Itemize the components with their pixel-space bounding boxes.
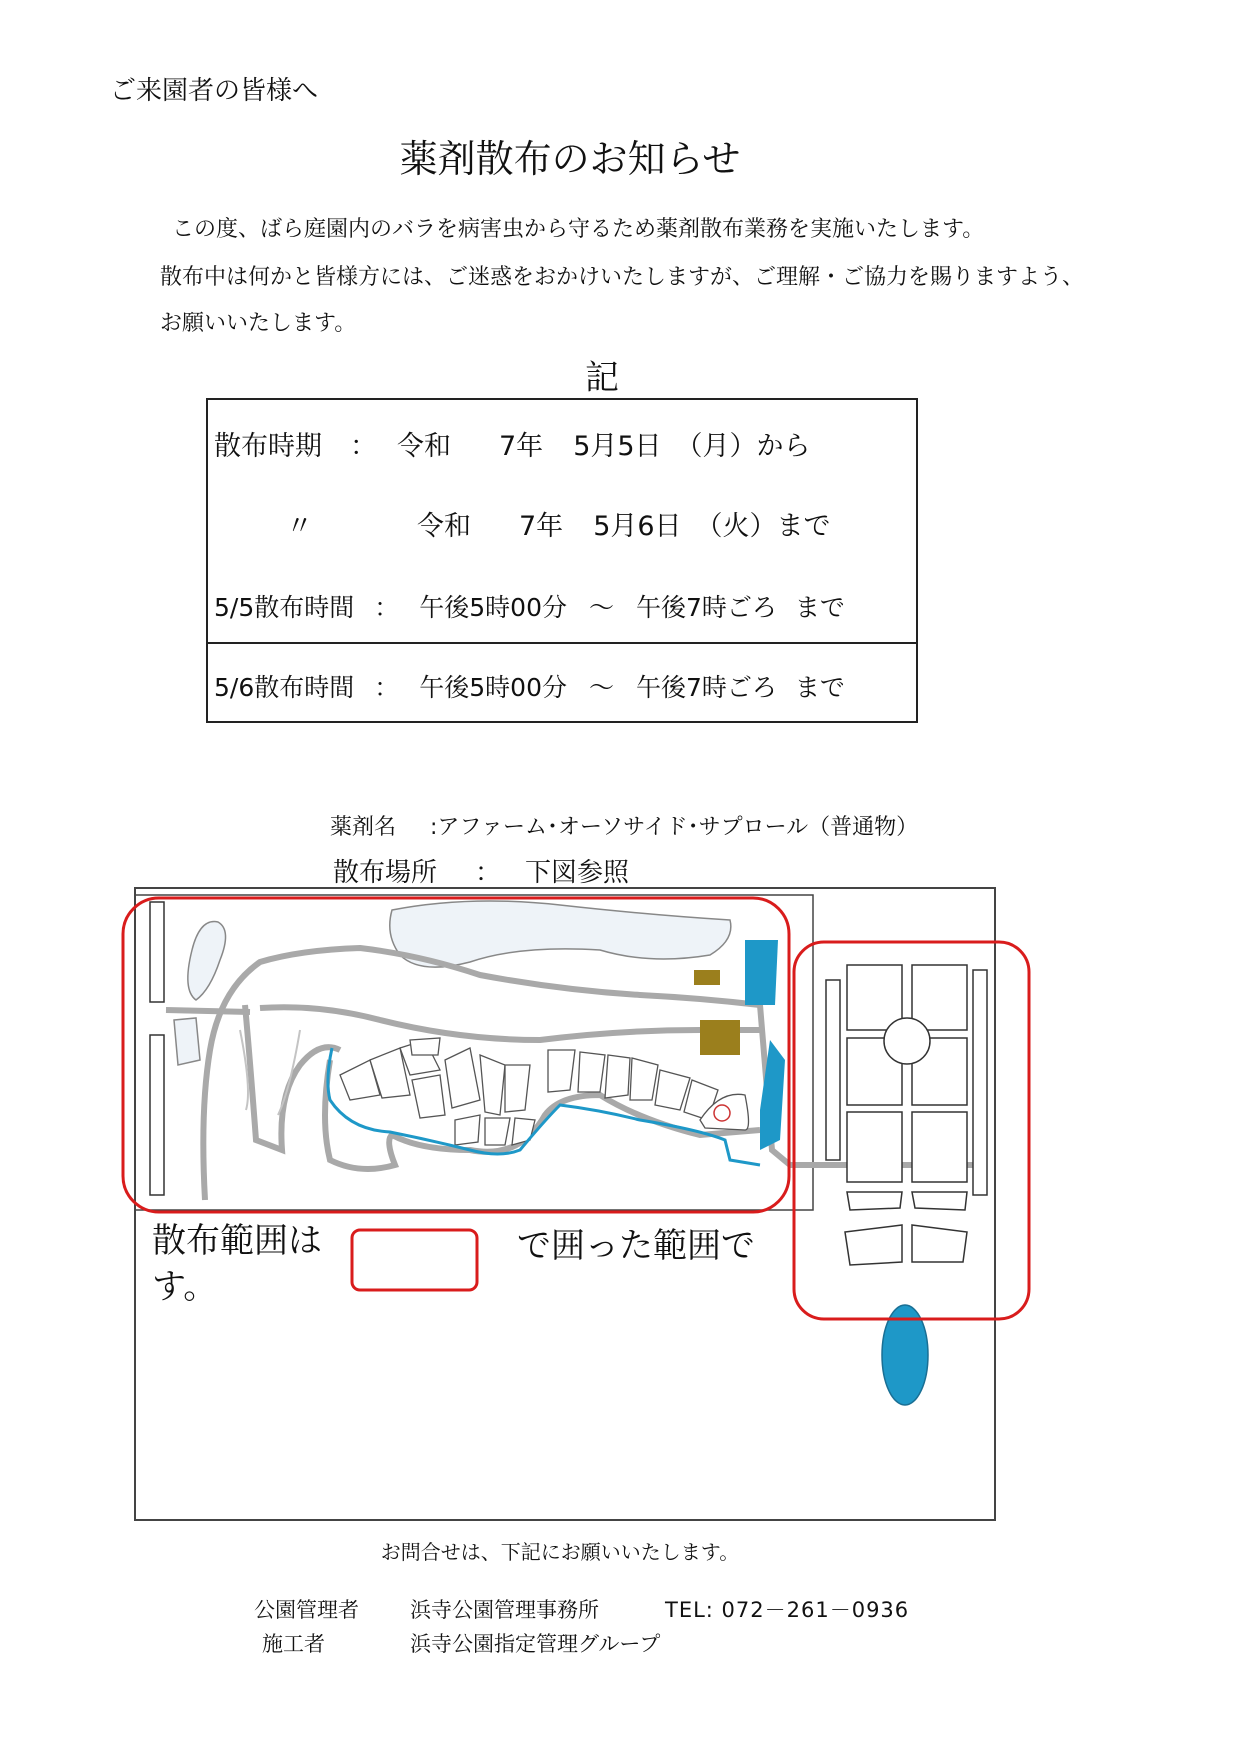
east-fountain [884, 1018, 930, 1064]
start-year: 7年 [499, 431, 544, 462]
rose-bed [485, 1118, 510, 1145]
west-bench [150, 1035, 164, 1195]
range-note [152, 1218, 322, 1310]
rose-bed [512, 1118, 535, 1145]
start-date: 5月5日 [573, 431, 662, 462]
addressee: ご来園者の皆様へ [110, 76, 319, 106]
pond [745, 940, 778, 1005]
rose-bed [605, 1055, 630, 1098]
chemical-value: :アファーム･オーソサイド･サプロール（普通物） [430, 815, 919, 840]
intro-line-3: お願いいたします。 [160, 311, 357, 336]
lawn-patch [390, 901, 731, 967]
manager-label: 公園管理者 [254, 1598, 359, 1622]
fountain-marker [714, 1105, 730, 1121]
time2-from: 午後5時00分 [419, 673, 567, 702]
rose-bed [455, 1115, 480, 1145]
garden-path [166, 1010, 250, 1012]
intro-line-1: この度、ばら庭園内のバラを病害虫から守るため薬剤散布業務を実施いたします。 [172, 217, 985, 242]
lawn-patch [174, 1018, 200, 1065]
building [694, 970, 720, 985]
east-bed [847, 1192, 902, 1210]
ki-heading: 記 [585, 358, 619, 398]
rose-bed [505, 1065, 530, 1112]
manager-tel: TEL: 072－261－0936 [665, 1598, 910, 1622]
tilde: ～ [588, 673, 614, 702]
start-era: 令和 [397, 431, 451, 462]
colon: ： [374, 593, 400, 622]
lawn-patch [188, 922, 226, 1000]
east-bed [912, 1225, 967, 1262]
intro-line-2: 散布中は何かと皆様方には、ご迷惑をおかけいたしますが、ご理解・ご協力を賜りますよう、 [160, 265, 1085, 290]
east-beds [845, 965, 967, 1265]
east-bed [845, 1225, 902, 1265]
rose-bed [410, 1038, 440, 1055]
time1-until: まで [794, 593, 845, 622]
east-bed [912, 965, 967, 1030]
legend-swatch [352, 1230, 477, 1290]
rose-bed [630, 1058, 658, 1100]
building [700, 1020, 740, 1055]
rose-bed [445, 1048, 480, 1108]
garden-path [260, 1007, 760, 1040]
place-label: 散布場所 [333, 858, 438, 888]
inquiry-text: お問合せは、下記にお願いいたします。 [380, 1540, 740, 1564]
rose-bed [548, 1050, 575, 1092]
east-bed [912, 1112, 967, 1182]
ditto-mark: 〃 [286, 511, 313, 542]
time1-to: 午後7時ごろ [636, 593, 777, 622]
end-era: 令和 [417, 511, 471, 542]
chemical-label: 薬剤名 [330, 815, 397, 840]
page-title: 薬剤散布のお知らせ [399, 137, 741, 181]
west-bench [150, 902, 164, 1002]
end-date: 5月6日 [593, 511, 682, 542]
east-bench [826, 980, 840, 1160]
range-prefix: 散布範囲は [152, 1221, 322, 1261]
place-value: 下図参照 [525, 858, 630, 888]
range-suffix-1: で囲った範囲で [517, 1226, 755, 1266]
period-label: 散布時期 [214, 431, 322, 462]
rose-bed [412, 1075, 445, 1118]
end-day: （火）まで [695, 511, 831, 542]
colon: ： [475, 858, 502, 888]
east-bed [912, 1192, 967, 1210]
rose-bed [480, 1055, 505, 1115]
time2-until: まで [794, 673, 845, 702]
east-bench [973, 970, 987, 1195]
east-bed [847, 965, 902, 1030]
time2-label: 5/6散布時間 [214, 673, 355, 702]
manager-name: 浜寺公園管理事務所 [410, 1598, 599, 1622]
colon: ： [374, 673, 400, 702]
range-suffix-2: す。 [152, 1267, 218, 1307]
rose-bed [578, 1052, 605, 1092]
time1-label: 5/5散布時間 [214, 593, 355, 622]
time1-from: 午後5時00分 [419, 593, 567, 622]
end-year: 7年 [519, 511, 564, 542]
rose-bed [655, 1070, 690, 1110]
colon: ： [350, 431, 377, 462]
contractor-label: 施工者 [262, 1632, 325, 1656]
tilde: ～ [588, 593, 614, 622]
start-day: （月）から [675, 431, 811, 462]
contractor-name: 浜寺公園指定管理グループ [410, 1632, 661, 1656]
east-bed [847, 1112, 902, 1182]
time2-to: 午後7時ごろ [636, 673, 777, 702]
